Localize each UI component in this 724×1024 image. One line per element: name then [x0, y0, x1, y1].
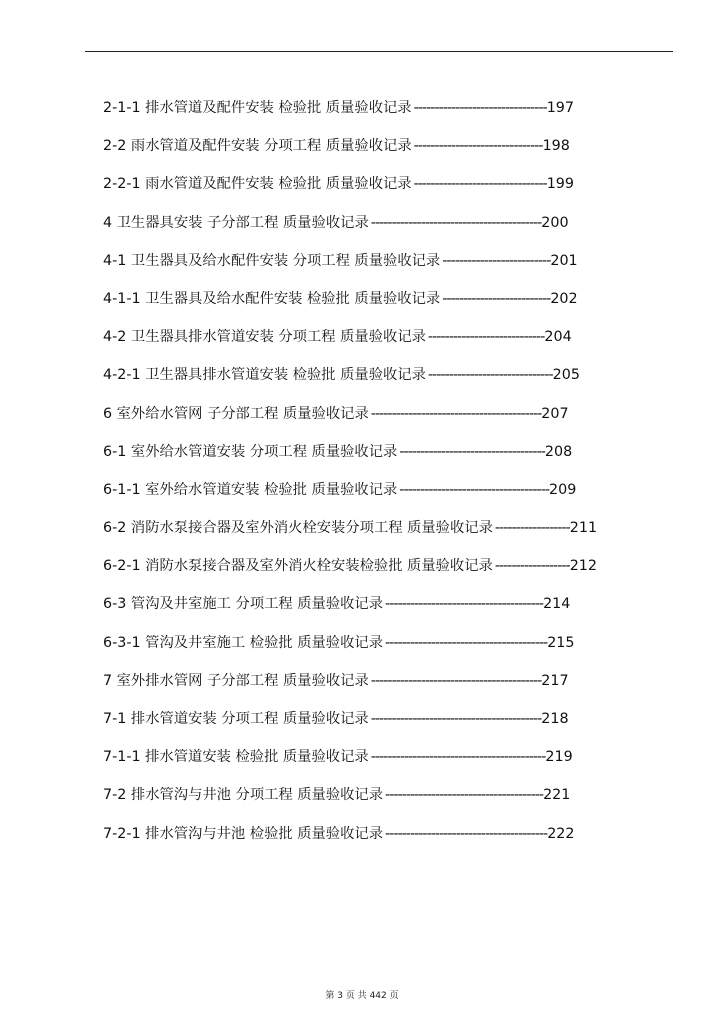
toc-leader-dots: ----------------------------	[427, 329, 545, 346]
toc-entry[interactable]	[103, 633, 663, 671]
toc-entry-label: 4-2 卫生器具排水管道安装 分项工程 质量验收记录	[103, 329, 426, 346]
toc-entry-label: 2-2 雨水管道及配件安装 分项工程 质量验收记录	[103, 138, 412, 155]
toc-entry-label: 6-1 室外给水管道安装 分项工程 质量验收记录	[103, 443, 398, 460]
toc-entry-label: 4-1 卫生器具及给水配件安装 分项工程 质量验收记录	[103, 252, 441, 269]
toc-entry[interactable]	[103, 824, 663, 862]
toc-entry-label: 6-3 管沟及井室施工 分项工程 质量验收记录	[103, 596, 384, 613]
toc-leader-dots: ------------------	[494, 520, 570, 537]
toc-entry-label: 6-1-1 室外给水管道安装 检验批 质量验收记录	[103, 481, 398, 498]
toc-page-number: 199	[546, 176, 574, 193]
toc-entry[interactable]	[103, 174, 663, 212]
toc-entry-label: 6-2 消防水泵接合器及室外消火栓安装分项工程 质量验收记录	[103, 520, 493, 537]
toc-page-number: 201	[550, 252, 578, 269]
toc-leader-dots: --------------------------------	[413, 100, 547, 116]
toc-page-number: 215	[547, 634, 575, 651]
current-page-number: 3	[337, 991, 343, 1001]
toc-entry[interactable]	[103, 747, 663, 785]
toc-page-number: 204	[544, 329, 572, 346]
toc-entry-label: 7-2 排水管沟与井池 分项工程 质量验收记录	[103, 787, 384, 804]
toc-entry[interactable]	[103, 365, 663, 403]
toc-page-number: 217	[541, 672, 569, 689]
toc-entry[interactable]	[103, 671, 663, 709]
total-page-count: 442	[369, 991, 387, 1001]
toc-entry-label: 6 室外给水管网 子分部工程 质量验收记录	[103, 405, 369, 422]
toc-entry-label: 2-2-1 雨水管道及配件安装 检验批 质量验收记录	[103, 176, 412, 193]
toc-leader-dots: ------------------------------	[427, 367, 553, 384]
toc-entry[interactable]	[103, 289, 663, 327]
toc-entry-label: 7-1 排水管道安装 分项工程 质量验收记录	[103, 711, 369, 727]
toc-leader-dots: --------------------------	[442, 252, 551, 269]
toc-entry[interactable]	[103, 251, 663, 289]
toc-page-number: 222	[547, 825, 575, 842]
toc-page-number: 209	[549, 481, 577, 498]
toc-page-number: 198	[542, 138, 570, 155]
toc-page-number: 221	[543, 787, 571, 804]
toc-page-number: 197	[546, 100, 574, 116]
toc-entry-label: 6-2-1 消防水泵接合器及室外消火栓安装检验批 质量验收记录	[103, 558, 493, 575]
toc-page-number: 214	[543, 596, 571, 613]
toc-leader-dots: -----------------------------------------	[370, 711, 542, 727]
toc-entry-label: 7-1-1 排水管道安装 检验批 质量验收记录	[103, 749, 369, 766]
toc-page-number: 202	[550, 290, 578, 307]
toc-entry[interactable]	[103, 556, 663, 594]
toc-page-number: 211	[569, 520, 598, 537]
toc-leader-dots: ------------------------------------------	[370, 749, 546, 766]
toc-entry-label: 6-3-1 管沟及井室施工 检验批 质量验收记录	[103, 634, 383, 651]
toc-leader-dots: -------------------------------	[413, 138, 543, 155]
toc-leader-dots: --------------------------	[442, 290, 551, 307]
toc-entry-label: 4-2-1 卫生器具排水管道安装 检验批 质量验收记录	[103, 367, 426, 384]
toc-leader-dots: --------------------------------------	[385, 787, 544, 804]
toc-leader-dots: --------------------------------------	[385, 596, 544, 613]
toc-leader-dots: -----------------------------------------	[370, 672, 542, 689]
toc-leader-dots: ---------------------------------------	[385, 825, 548, 842]
toc-entry[interactable]	[103, 404, 663, 442]
table-of-contents	[103, 98, 663, 862]
toc-entry[interactable]	[103, 98, 663, 136]
toc-entry[interactable]	[103, 442, 663, 480]
toc-page-number: 205	[552, 367, 580, 384]
toc-page-number: 219	[545, 749, 573, 766]
toc-entry[interactable]	[103, 480, 663, 518]
toc-leader-dots: --------------------------------	[413, 176, 547, 193]
toc-entry-label: 4 卫生器具安装 子分部工程 质量验收记录	[103, 214, 369, 231]
toc-page-number: 218	[541, 711, 569, 727]
toc-leader-dots: -----------------------------------------	[370, 405, 542, 422]
toc-leader-dots: ------------------------------------	[399, 481, 550, 498]
toc-page-number: 212	[569, 558, 597, 575]
toc-entry-label: 7 室外排水管网 子分部工程 质量验收记录	[103, 672, 369, 689]
toc-entry-label: 7-2-1 排水管沟与井池 检验批 质量验收记录	[103, 825, 383, 842]
toc-leader-dots: ---------------------------------------	[385, 634, 548, 651]
page-footer	[0, 988, 724, 1001]
toc-entry[interactable]	[103, 594, 663, 632]
header-rule	[85, 51, 673, 52]
toc-leader-dots: -----------------------------------	[399, 443, 545, 460]
toc-entry[interactable]	[103, 709, 663, 747]
toc-entry[interactable]	[103, 213, 663, 251]
toc-entry[interactable]	[103, 518, 663, 556]
footer-prefix: 第	[325, 991, 335, 1001]
toc-page-number: 208	[544, 443, 573, 460]
footer-middle: 页 共	[345, 991, 367, 1001]
footer-suffix: 页	[389, 991, 399, 1001]
toc-entry-label: 2-1-1 排水管道及配件安装 检验批 质量验收记录	[103, 100, 412, 116]
toc-leader-dots: -----------------------------------------	[370, 214, 542, 231]
toc-entry[interactable]	[103, 136, 663, 174]
toc-leader-dots: ------------------	[494, 558, 570, 575]
toc-entry[interactable]	[103, 327, 663, 365]
toc-page-number: 207	[541, 405, 569, 422]
toc-entry[interactable]	[103, 785, 663, 823]
toc-entry-label: 4-1-1 卫生器具及给水配件安装 检验批 质量验收记录	[103, 290, 441, 307]
toc-page-number: 200	[541, 214, 569, 231]
